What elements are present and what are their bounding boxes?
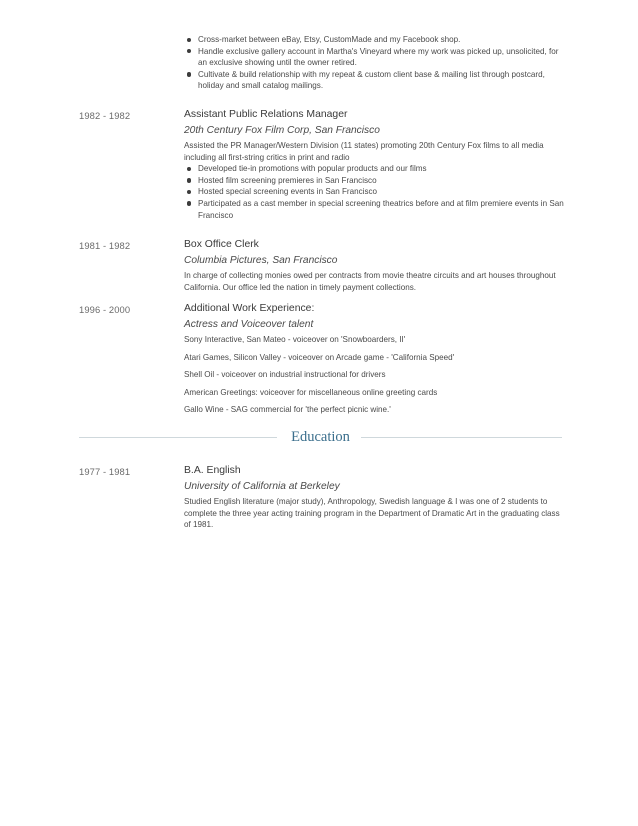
job-title: Box Office Clerk xyxy=(184,239,259,250)
bullet-item: Developed tie-in promotions with popular products and our films xyxy=(184,163,564,175)
bullet-item: Handle exclusive gallery account in Martha's Vineyard where my work was picked up, unsolicited, for an exclusive showing until the owner retired. xyxy=(184,46,564,69)
job-title: Additional Work Experience: xyxy=(184,303,315,314)
job-employer: 20th Century Fox Film Corp, San Francisco xyxy=(184,125,380,136)
job-description: In charge of collecting monies owed per contracts from movie theatre circuits and art houses throughout California. Our office led the nation in timely payment collections. xyxy=(184,271,556,292)
school: University of California at Berkeley xyxy=(184,481,340,492)
work-line: Gallo Wine - SAG commercial for 'the perfect picnic wine.' xyxy=(184,405,391,415)
bullet-list xyxy=(184,34,564,92)
education-section-heading xyxy=(79,428,562,446)
previous-job-bullets xyxy=(184,34,564,92)
job-employer: Columbia Pictures, San Francisco xyxy=(184,255,338,266)
bullet-item: Hosted film screening premieres in San Francisco xyxy=(184,175,564,187)
work-line: Shell Oil - voiceover on industrial instructional for drivers xyxy=(184,370,386,380)
bullet-item: Cross-market between eBay, Etsy, CustomMade and my Facebook shop. xyxy=(184,34,564,46)
bullet-item: Participated as a cast member in special screening theatrics before and at film premiere events in San Francisco xyxy=(184,198,564,221)
education-dates: 1977 - 1981 xyxy=(79,466,131,477)
work-line: Sony Interactive, San Mateo - voiceover on 'Snowboarders, II' xyxy=(184,335,406,344)
job-entry xyxy=(184,302,564,416)
job-entry xyxy=(184,108,564,221)
work-line: Atari Games, Silicon Valley - voiceover on Arcade game - 'California Speed' xyxy=(184,352,455,362)
job-dates: 1996 - 2000 xyxy=(79,304,131,315)
degree: B.A. English xyxy=(184,465,241,476)
education-entry xyxy=(184,464,564,531)
job-dates: 1981 - 1982 xyxy=(79,240,131,251)
work-line: American Greetings: voiceover for miscellaneous online greeting cards xyxy=(184,387,438,397)
section-title: Education xyxy=(291,429,350,445)
education-description: Studied English literature (major study), Anthropology, Swedish language & I was one of 2 students to complete the three year acting training program in the Department of Dramatic Art in the graduating class of 1981. xyxy=(184,497,560,530)
job-dates: 1982 - 1982 xyxy=(79,110,131,121)
bullet-list xyxy=(184,163,564,221)
bullet-item: Cultivate & build relationship with my repeat & custom client base & mailing list through postcard, holiday and small catalog mailings. xyxy=(184,69,564,92)
divider xyxy=(361,437,562,438)
bullet-item: Hosted special screening events in San Francisco xyxy=(184,186,564,198)
job-description: Assisted the PR Manager/Western Division (11 states) promoting 20th Century Fox films to all media including all first-string critics in print and radio xyxy=(184,141,544,162)
job-title: Assistant Public Relations Manager xyxy=(184,109,348,120)
job-entry xyxy=(184,238,564,293)
job-employer: Actress and Voiceover talent xyxy=(184,319,314,330)
